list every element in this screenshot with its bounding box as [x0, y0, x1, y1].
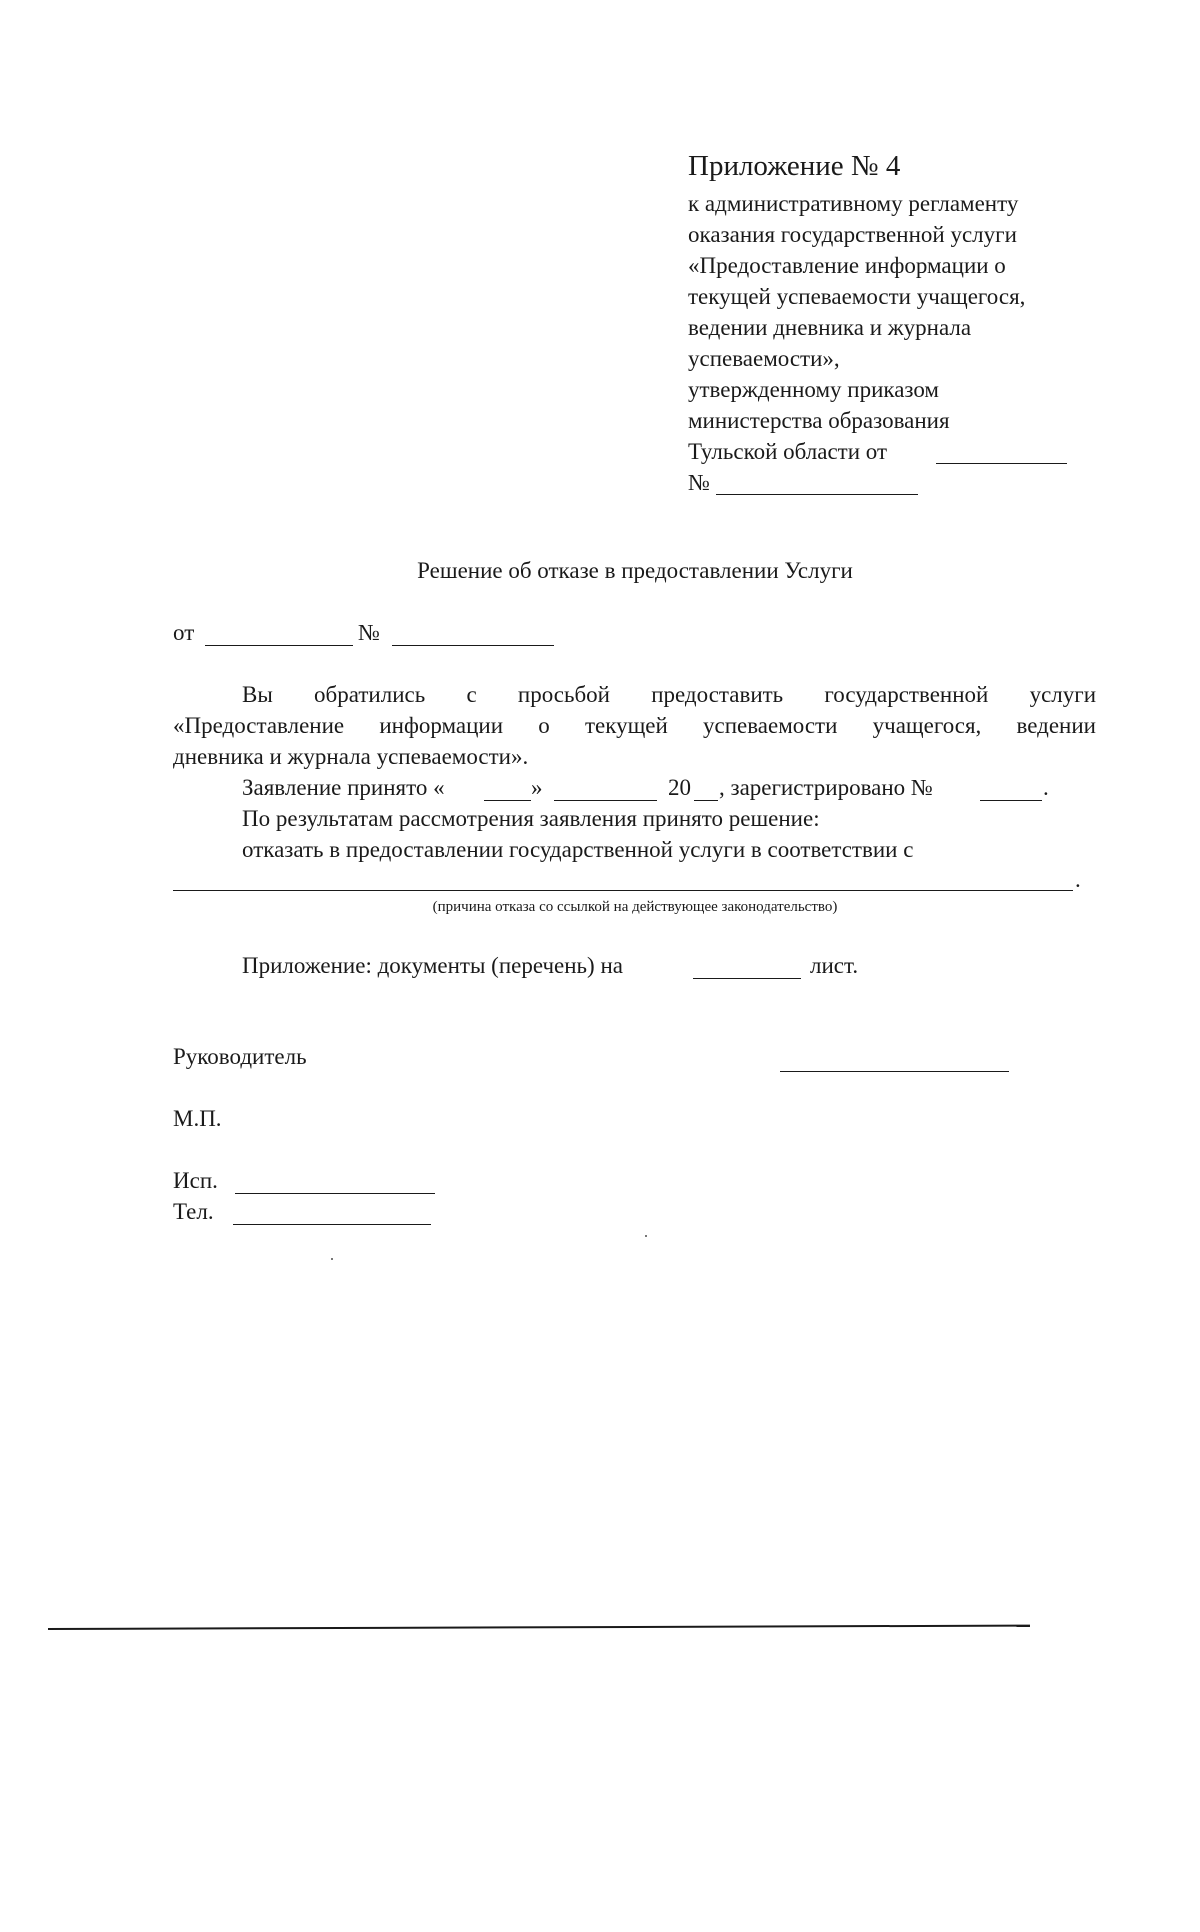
- appendix-line: текущей успеваемости учащегося,: [688, 284, 1026, 309]
- scan-speck: [645, 1235, 647, 1237]
- appendix-line: утвержденному приказом: [688, 377, 939, 402]
- phone-label: Тел.: [173, 1199, 214, 1224]
- footnote-separator: [48, 1625, 1030, 1630]
- application-day-blank: [484, 800, 531, 801]
- executor-blank: [235, 1193, 435, 1194]
- appendix-line: оказания государственной услуги: [688, 222, 1017, 247]
- appendix-line: министерства образования: [688, 408, 950, 433]
- paragraph-line-2: «Предоставление информации о текущей успеваемости учащегося, ведении: [173, 713, 1096, 738]
- paragraph-line-3: дневника и журнала успеваемости».: [173, 744, 529, 769]
- appendix-line: к административному регламенту: [688, 191, 1019, 216]
- appendix-title: Приложение № 4: [688, 150, 901, 182]
- application-registration-number-blank: [980, 800, 1042, 801]
- phone-blank: [233, 1224, 431, 1225]
- application-quote-close: »: [531, 775, 543, 800]
- decision-number-label: №: [358, 620, 380, 645]
- paragraph-line-1: Вы обратились с просьбой предоставить государственной услуги: [242, 682, 1096, 707]
- application-year-prefix: 20: [668, 775, 691, 800]
- appendix-number-label: №: [688, 470, 710, 495]
- appendix-line: Тульской области от: [688, 439, 888, 464]
- appendix-line: «Предоставление информации о: [688, 253, 1006, 278]
- refusal-reason-blank: [173, 890, 1073, 891]
- application-registered-label: , зарегистрировано №: [719, 775, 933, 800]
- application-period: .: [1043, 775, 1049, 800]
- document-title: Решение об отказе в предоставлении Услуги: [417, 558, 853, 583]
- application-month-blank: [554, 800, 657, 801]
- order-date-blank: [936, 463, 1067, 464]
- order-number-blank: [716, 494, 918, 495]
- refusal-line: отказать в предоставлении государственной услуги в соответствии с: [242, 837, 914, 862]
- head-signature-blank: [780, 1071, 1009, 1072]
- appendix-line: успеваемости»,: [688, 346, 840, 371]
- application-accepted-label: Заявление принято «: [242, 775, 445, 800]
- attachment-suffix: лист.: [810, 953, 859, 978]
- appendix-line: ведении дневника и журнала: [688, 315, 972, 340]
- reason-caption: (причина отказа со ссылкой на действующее законодательство): [432, 899, 838, 915]
- executor-label: Исп.: [173, 1168, 218, 1193]
- head-label: Руководитель: [173, 1044, 307, 1069]
- attachment-count-blank: [693, 978, 801, 979]
- from-label: от: [173, 620, 195, 645]
- decision-date-blank: [205, 645, 353, 646]
- scan-speck: [331, 1258, 333, 1260]
- attachment-label: Приложение: документы (перечень) на: [242, 953, 623, 978]
- decision-number-blank: [392, 645, 554, 646]
- reason-period: .: [1075, 867, 1081, 892]
- result-line: По результатам рассмотрения заявления принято решение:: [242, 806, 820, 831]
- application-year-blank: [694, 800, 718, 801]
- seal-label: М.П.: [173, 1106, 222, 1131]
